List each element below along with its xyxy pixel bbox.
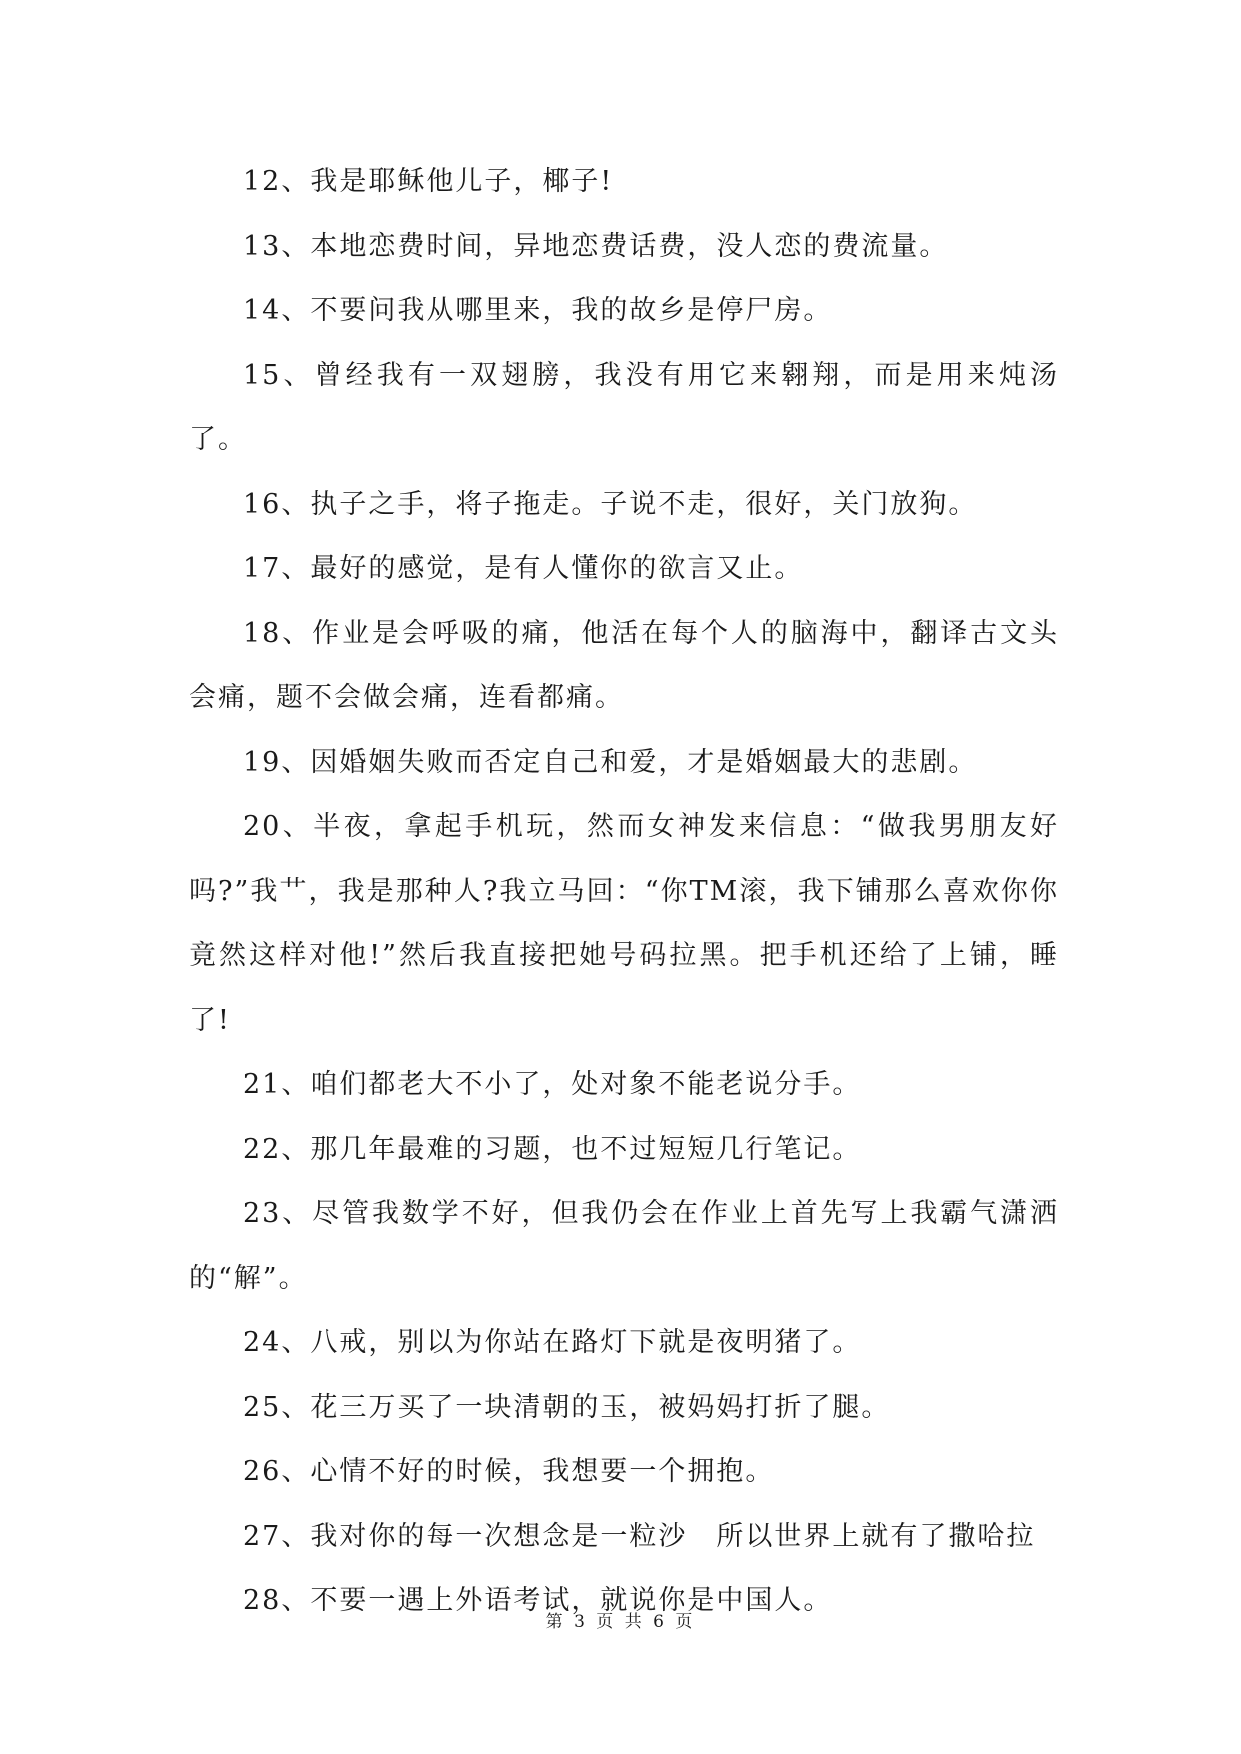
- paragraph-20: 20、半夜，拿起手机玩，然而女神发来信息：“做我男朋友好吗?”我艹，我是那种人?我立马回：“你TM滚，我下铺那么喜欢你你竟然这样对他!”然后我直接把她号码拉黑。把手机还给了上铺，睡了!: [189, 811, 1059, 1036]
- paragraph-13: 13、本地恋费时间，异地恋费话费，没人恋的费流量。: [243, 230, 949, 262]
- page-number-footer: 第 3 页 共 6 页: [545, 1612, 696, 1632]
- paragraph-25: 25、花三万买了一块清朝的玉，被妈妈打折了腿。: [243, 1391, 891, 1423]
- paragraph-18: 18、作业是会呼吸的痛，他活在每个人的脑海中，翻译古文头会痛，题不会做会痛，连看都痛。: [189, 617, 1059, 713]
- paragraph-16: 16、执子之手，将子拖走。子说不走，很好，关门放狗。: [243, 488, 978, 520]
- paragraph-24: 24、八戒，别以为你站在路灯下就是夜明猪了。: [243, 1327, 862, 1358]
- paragraph-19: 19、因婚姻失败而否定自己和爱，才是婚姻最大的悲剧。: [243, 746, 978, 778]
- paragraph-22: 22、那几年最难的习题，也不过短短几行笔记。: [243, 1133, 862, 1165]
- paragraph-28: 28、不要一遇上外语考试，就说你是中国人。: [243, 1585, 833, 1616]
- paragraph-12: 12、我是耶稣他儿子，椰子!: [243, 166, 614, 197]
- paragraph-17: 17、最好的感觉，是有人懂你的欲言又止。: [243, 553, 804, 584]
- paragraph-27: 27、我对你的每一次想念是一粒沙 所以世界上就有了撒哈拉: [243, 1520, 1036, 1552]
- paragraph-21: 21、咱们都老大不小了，处对象不能老说分手。: [243, 1069, 862, 1100]
- paragraph-15: 15、曾经我有一双翅膀，我没有用它来翱翔，而是用来炖汤了。: [189, 359, 1059, 455]
- paragraph-26: 26、心情不好的时候，我想要一个拥抱。: [243, 1456, 775, 1487]
- paragraph-14: 14、不要问我从哪里来，我的故乡是停尸房。: [243, 295, 833, 326]
- document-body: [189, 150, 1059, 1634]
- paragraph-23: 23、尽管我数学不好，但我仍会在作业上首先写上我霸气潇洒的“解”。: [189, 1198, 1059, 1294]
